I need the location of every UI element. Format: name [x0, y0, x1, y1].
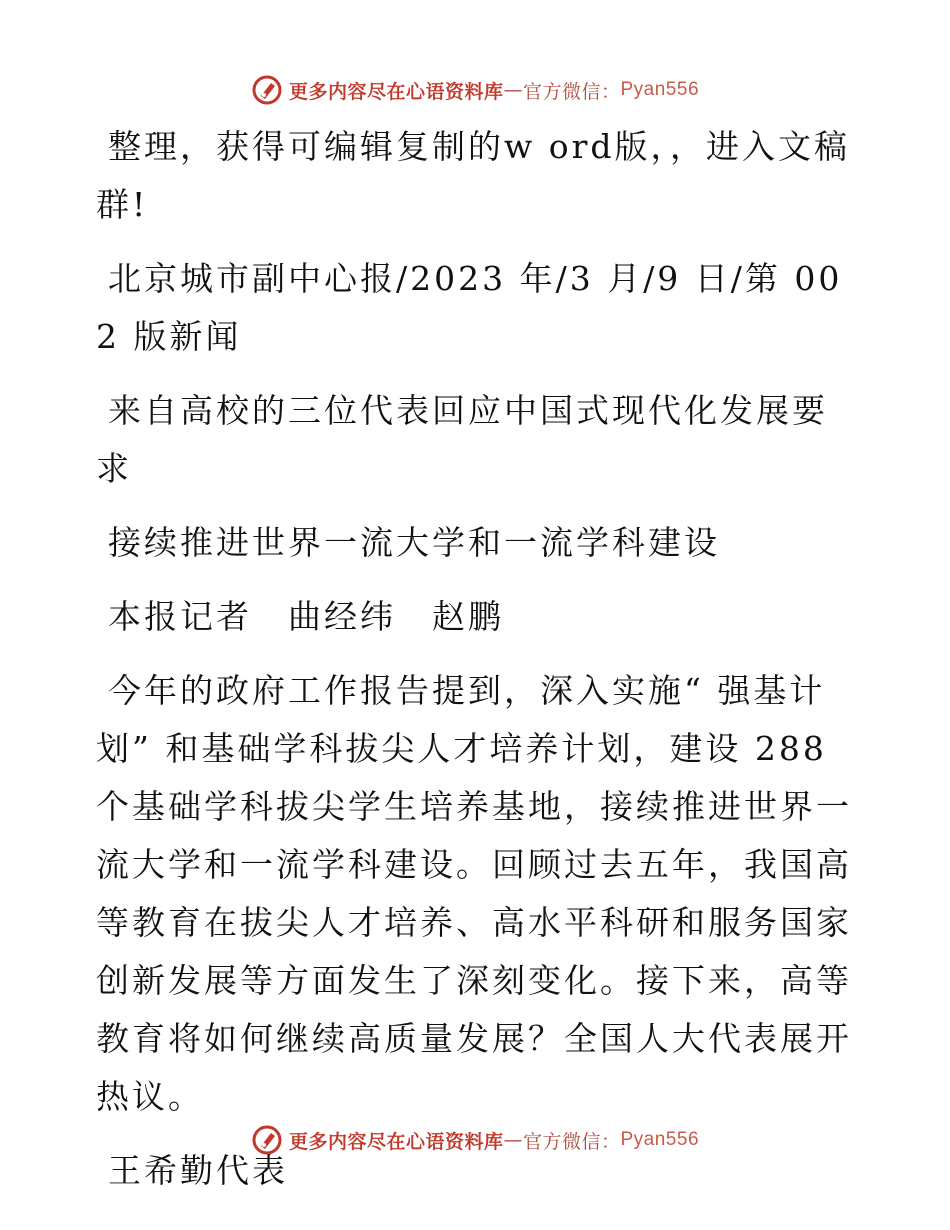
watermark-main-text: 更多内容尽在心语资料库 — [288, 1130, 504, 1153]
pen-nib-circle-icon — [251, 74, 283, 106]
article-subtitle: 来自高校的三位代表回应中国式现代化发展要求 — [96, 391, 828, 488]
article-title: 接续推进世界一流大学和一流学科建设 — [108, 523, 720, 562]
watermark-sub-text: 官方微信： — [522, 80, 621, 103]
document-body — [96, 118, 856, 1200]
section-heading: 王希勤代表 — [108, 1151, 288, 1190]
footer-watermark — [0, 1120, 950, 1160]
body-paragraph: 今年的政府工作报告提到，深入实施“ 强基计划” 和基础学科拔尖人才培养计划，建设 288个基础学科拔尖学生培养基地，接续推进世界一流大学和一流学科建设。回顾过去五年，我国高等教育在拔尖人才培养、高水平科研和服务国家创新发展等方面发生了深刻变化。接下来，高等教育将如何继续高质量发展？全国人大代表展开热议。 — [96, 671, 852, 1116]
watermark-id: Pyan556 — [620, 79, 700, 100]
watermark-id: Pyan556 — [620, 1129, 700, 1150]
watermark-main-text: 更多内容尽在心语资料库 — [288, 80, 504, 103]
pen-nib-circle-icon — [251, 1124, 283, 1156]
intro-note: 整理，获得可编辑复制的w ord版，，进入文稿群! — [96, 127, 851, 224]
watermark-sub-text: 官方微信： — [522, 1130, 621, 1153]
byline: 本报记者 曲经纬 赵鹏 — [108, 597, 504, 636]
watermark-dash: — — [503, 1129, 523, 1151]
header-watermark — [0, 70, 950, 110]
watermark-dash: — — [503, 79, 523, 101]
source-line: 北京城市副中心报/2023 年/3 月/9 日/第 002 版新闻 — [96, 259, 843, 356]
